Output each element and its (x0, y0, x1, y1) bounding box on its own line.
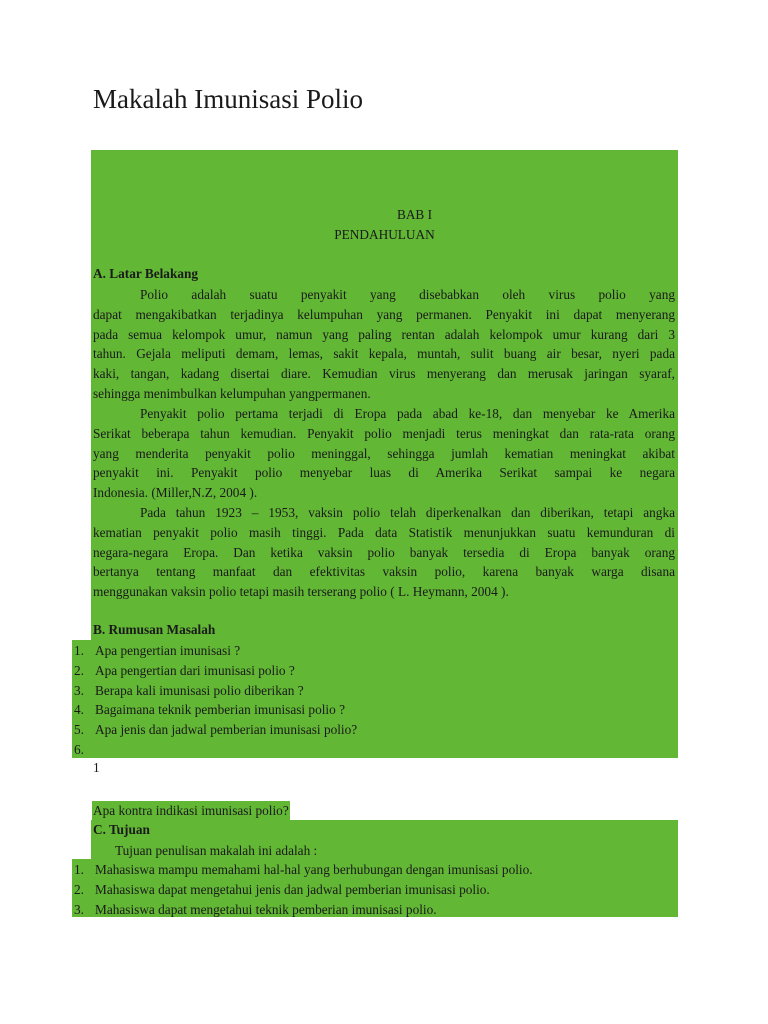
list-number: 4. (74, 702, 84, 718)
paragraph-line: Polio adalah suatu penyakit yang disebabkan oleh virus polio yang (140, 287, 675, 302)
paragraph-latar-belakang-3 (93, 503, 675, 602)
section-c-heading: C. Tujuan (93, 822, 150, 837)
list-number: 5. (74, 722, 84, 738)
document-title: Makalah Imunisasi Polio (93, 84, 363, 114)
paragraph-line: Serikat beberapa tahun kemudian. Penyakit polio menjadi terus meningkat dan rata-rata orang (93, 425, 675, 441)
page-number: 1 (93, 760, 100, 775)
paragraph-line: kematian penyakit polio masih tinggi. Pada data Statistik menunjukkan suatu kemunduran di (93, 524, 675, 540)
paragraph-line: yang menderita penyakit polio meninggal, sehingga jumlah kematian meningkat akibat (93, 445, 675, 461)
list-text: Mahasiswa dapat mengetahui jenis dan jadwal pemberian imunisasi polio. (95, 881, 490, 897)
list-number: 3. (74, 682, 84, 698)
paragraph-latar-belakang-2 (93, 404, 675, 503)
paragraph-line: tahun. Gejala meliputi demam, lemas, sakit kepala, muntah, sulit buang air besar, nyeri pada (93, 346, 675, 362)
list-item (74, 641, 357, 661)
list-item (74, 740, 357, 760)
list-number: 2. (74, 881, 84, 897)
list-number: 1. (74, 862, 84, 877)
list-item (74, 681, 357, 701)
list-text: Apa pengertian dari imunisasi polio ? (95, 662, 295, 678)
chapter-title: PENDAHULUAN (334, 227, 435, 242)
list-item (74, 661, 357, 681)
paragraph-line: kaki, tangan, kadang disertai diare. Kemudian virus menyerang dan merusak jaringan syaraf, (93, 366, 675, 382)
list-text: Apa jenis dan jadwal pemberian imunisasi polio? (95, 722, 358, 738)
list-text: Berapa kali imunisasi polio diberikan ? (95, 682, 304, 698)
list-number: 2. (74, 662, 84, 678)
list-text: Mahasiswa mampu memahami hal-hal yang berhubungan dengan imunisasi polio. (95, 862, 533, 877)
list-item (74, 900, 533, 920)
tujuan-intro: Tujuan penulisan makalah ini adalah : (115, 843, 318, 858)
section-a-heading: A. Latar Belakang (93, 266, 199, 281)
list-number: 3. (74, 901, 84, 917)
list-number: 6. (74, 741, 84, 757)
paragraph-line: pada semua kelompok umur, namun yang paling rentan adalah kelompok umur kurang dari 3 (93, 326, 675, 342)
paragraph-line: menggunakan vaksin polio tetapi masih terserang polio ( L. Heymann, 2004 ). (93, 584, 509, 600)
paragraph-line: penyakit ini. Penyakit polio menyebar luas di Amerika Serikat sampai ke negara (93, 465, 675, 481)
paragraph-line: Penyakit polio pertama terjadi di Eropa pada abad ke-18, dan menyebar ke Amerika (140, 406, 675, 421)
list-item (74, 700, 357, 720)
list-item (74, 720, 357, 740)
list-item (74, 880, 533, 900)
paragraph-line: Pada tahun 1923 – 1953, vaksin polio telah diperkenalkan dan diberikan, tetapi angka (140, 505, 675, 520)
paragraph-line: negara-negara Eropa. Dan ketika vaksin polio banyak tersedia di Eropa banyak orang (93, 544, 675, 560)
paragraph-line: bertanya tentang manfaat dan efektivitas vaksin polio, karena banyak warga disana (93, 564, 675, 580)
list-text: Mahasiswa dapat mengetahui teknik pemberian imunisasi polio. (95, 901, 437, 917)
list-text: Apa pengertian imunisasi ? (95, 643, 241, 658)
list-text: Bagaimana teknik pemberian imunisasi polio ? (95, 702, 345, 718)
list-item (74, 860, 533, 880)
section-b-heading: B. Rumusan Masalah (93, 622, 216, 637)
rumusan-masalah-list (74, 641, 357, 760)
tujuan-list (74, 860, 533, 919)
chapter-number: BAB I (396, 207, 433, 222)
paragraph-line: sehingga menimbulkan kelumpuhan yangpermanen. (93, 385, 371, 401)
paragraph-line: Indonesia. (Miller,N.Z, 2004 ). (93, 485, 258, 501)
paragraph-line: dapat mengakibatkan terjadinya kelumpuhan yang permanen. Penyakit ini dapat menyerang (93, 306, 675, 322)
paragraph-latar-belakang-1 (93, 285, 675, 404)
question-6-highlight: Apa kontra indikasi imunisasi polio? (93, 803, 289, 818)
list-number: 1. (74, 643, 84, 658)
